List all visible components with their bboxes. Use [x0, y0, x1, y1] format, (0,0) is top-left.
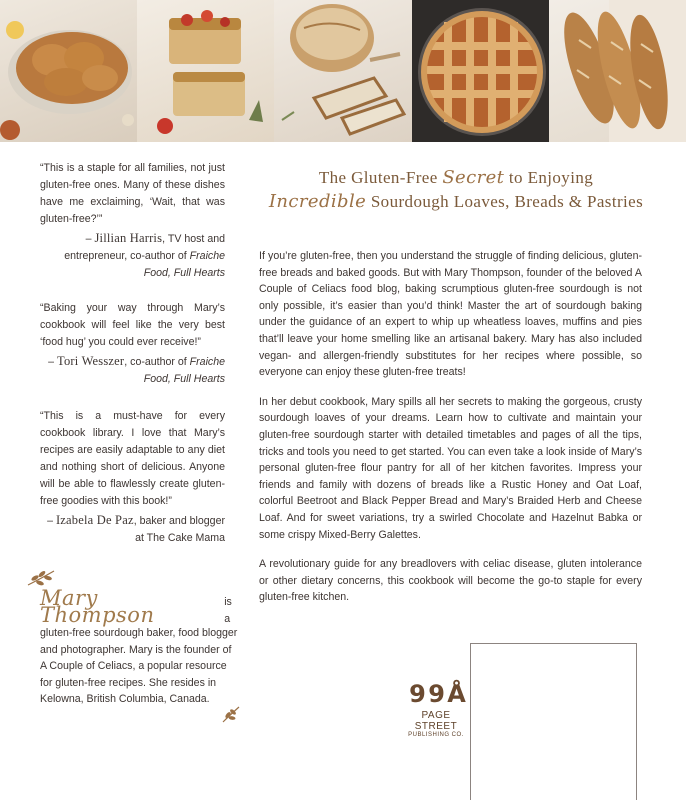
description-paragraph: If you’re gluten-free, then you understand the struggle of finding delicious, gluten-free breads and baked goods. But with Mary Thompson, founder of the beloved A Couple of Celiacs food blog, baking scrumptious gluten-free sourdough is not only possible, it’s easier than you’d think! Master the art of sourdough baking under the guidance of an expert to whip up wheatless loaves, muffins and pies that’ll leave your home smelling like an artisanal bakery. Mary has also included vegan- and allergen-friendly substitutes for her recipes where possible, so everyone can enjoy these gluten-free treats!	[259, 250, 642, 379]
photo-rustic-loaf	[274, 0, 412, 142]
author-bio	[40, 586, 240, 708]
description-paragraph: A revolutionary guide for any breadlovers with celiac disease, gluten intolerance or other dietary concerns, this cookbook will become the go-to staple for every gluten-free kitchen.	[259, 558, 642, 604]
headline: The Gluten-Free Secret to Enjoying Incredible Sourdough Loaves, Breads & Pastries	[268, 167, 644, 212]
publisher-name: PAGE STREET	[414, 710, 458, 732]
photo-braided-loaf	[0, 0, 137, 142]
photo-focaccia	[137, 0, 274, 142]
leaf-sprig-icon	[220, 703, 242, 725]
publisher-logo	[402, 680, 470, 738]
quote-attribution: – Jillian Harris, TV host and entrepreneur, co-author of Fraiche Food, Full Hearts	[64, 231, 225, 279]
quote-text: “Baking your way through Mary’s cookbook will feel like the very best ‘food hug’ you could ever receive!”	[40, 302, 225, 348]
barcode-box	[470, 643, 637, 800]
endorsement-tori	[40, 300, 225, 388]
quote-author: Izabela De Paz	[55, 513, 134, 527]
quote-text: “This is a must-have for every cookbook library. I love that Mary’s recipes are easily adaptable to any diet and nothing short of delicious. Anyone will be able to flawlessly create gluten-free goodies with this book!”	[40, 410, 225, 507]
author-bio-text: gluten-free sourdough baker, food blogger and photographer. Mary is the founder of A Couple of Celiacs, a popular resource for gluten-free recipes. She resides in Kelowna, British Columbia, Canada.	[40, 627, 238, 705]
author-bio-lead: is a	[224, 596, 232, 625]
quote-author: Jillian Harris	[94, 231, 163, 245]
endorsement-izabela	[40, 408, 225, 547]
photo-baguettes	[549, 0, 686, 142]
publisher-subname: PUBLISHING CO.	[408, 732, 464, 738]
description	[259, 248, 642, 619]
quote-attribution: – Izabela De Paz, baker and blogger at The Cake Mama	[47, 513, 225, 544]
author-name: Mary Thompson	[40, 586, 155, 627]
quote-text: “This is a staple for all families, not just gluten-free ones. Many of these dishes have me exclaiming, ‘Wait, that was gluten-free?’”	[40, 162, 225, 225]
photo-lattice-pie	[412, 0, 549, 142]
endorsement-jillian	[40, 160, 225, 282]
quote-attribution: – Tori Wesszer, co-author of Fraiche Food, Full Hearts	[48, 354, 225, 385]
description-paragraph: In her debut cookbook, Mary spills all her secrets to making the gorgeous, crusty sourdough loaves of your dreams. Learn how to cultivate and maintain your gluten-free sourdough starter with detailed timetables and pages of all the tips, tricks and tools you need to get started. You can even take a look inside of Mary’s personal gluten-free flour pantry for all of her kitchen favorites. Impress your friends and family with dozens of breads like a Rustic Honey and Oat Loaf, colorful Beetroot and Black Pepper Bread and Mary’s Braided Herb and Cheese Loaf. And for sweet variations, try a swirled Chocolate and Hazelnut Babka or some crispy Mixed-Berry Galettes.	[259, 395, 642, 541]
photo-strip	[0, 0, 686, 142]
publisher-mark: 9 9 Å	[409, 680, 463, 708]
quote-author: Tori Wesszer	[57, 354, 125, 368]
